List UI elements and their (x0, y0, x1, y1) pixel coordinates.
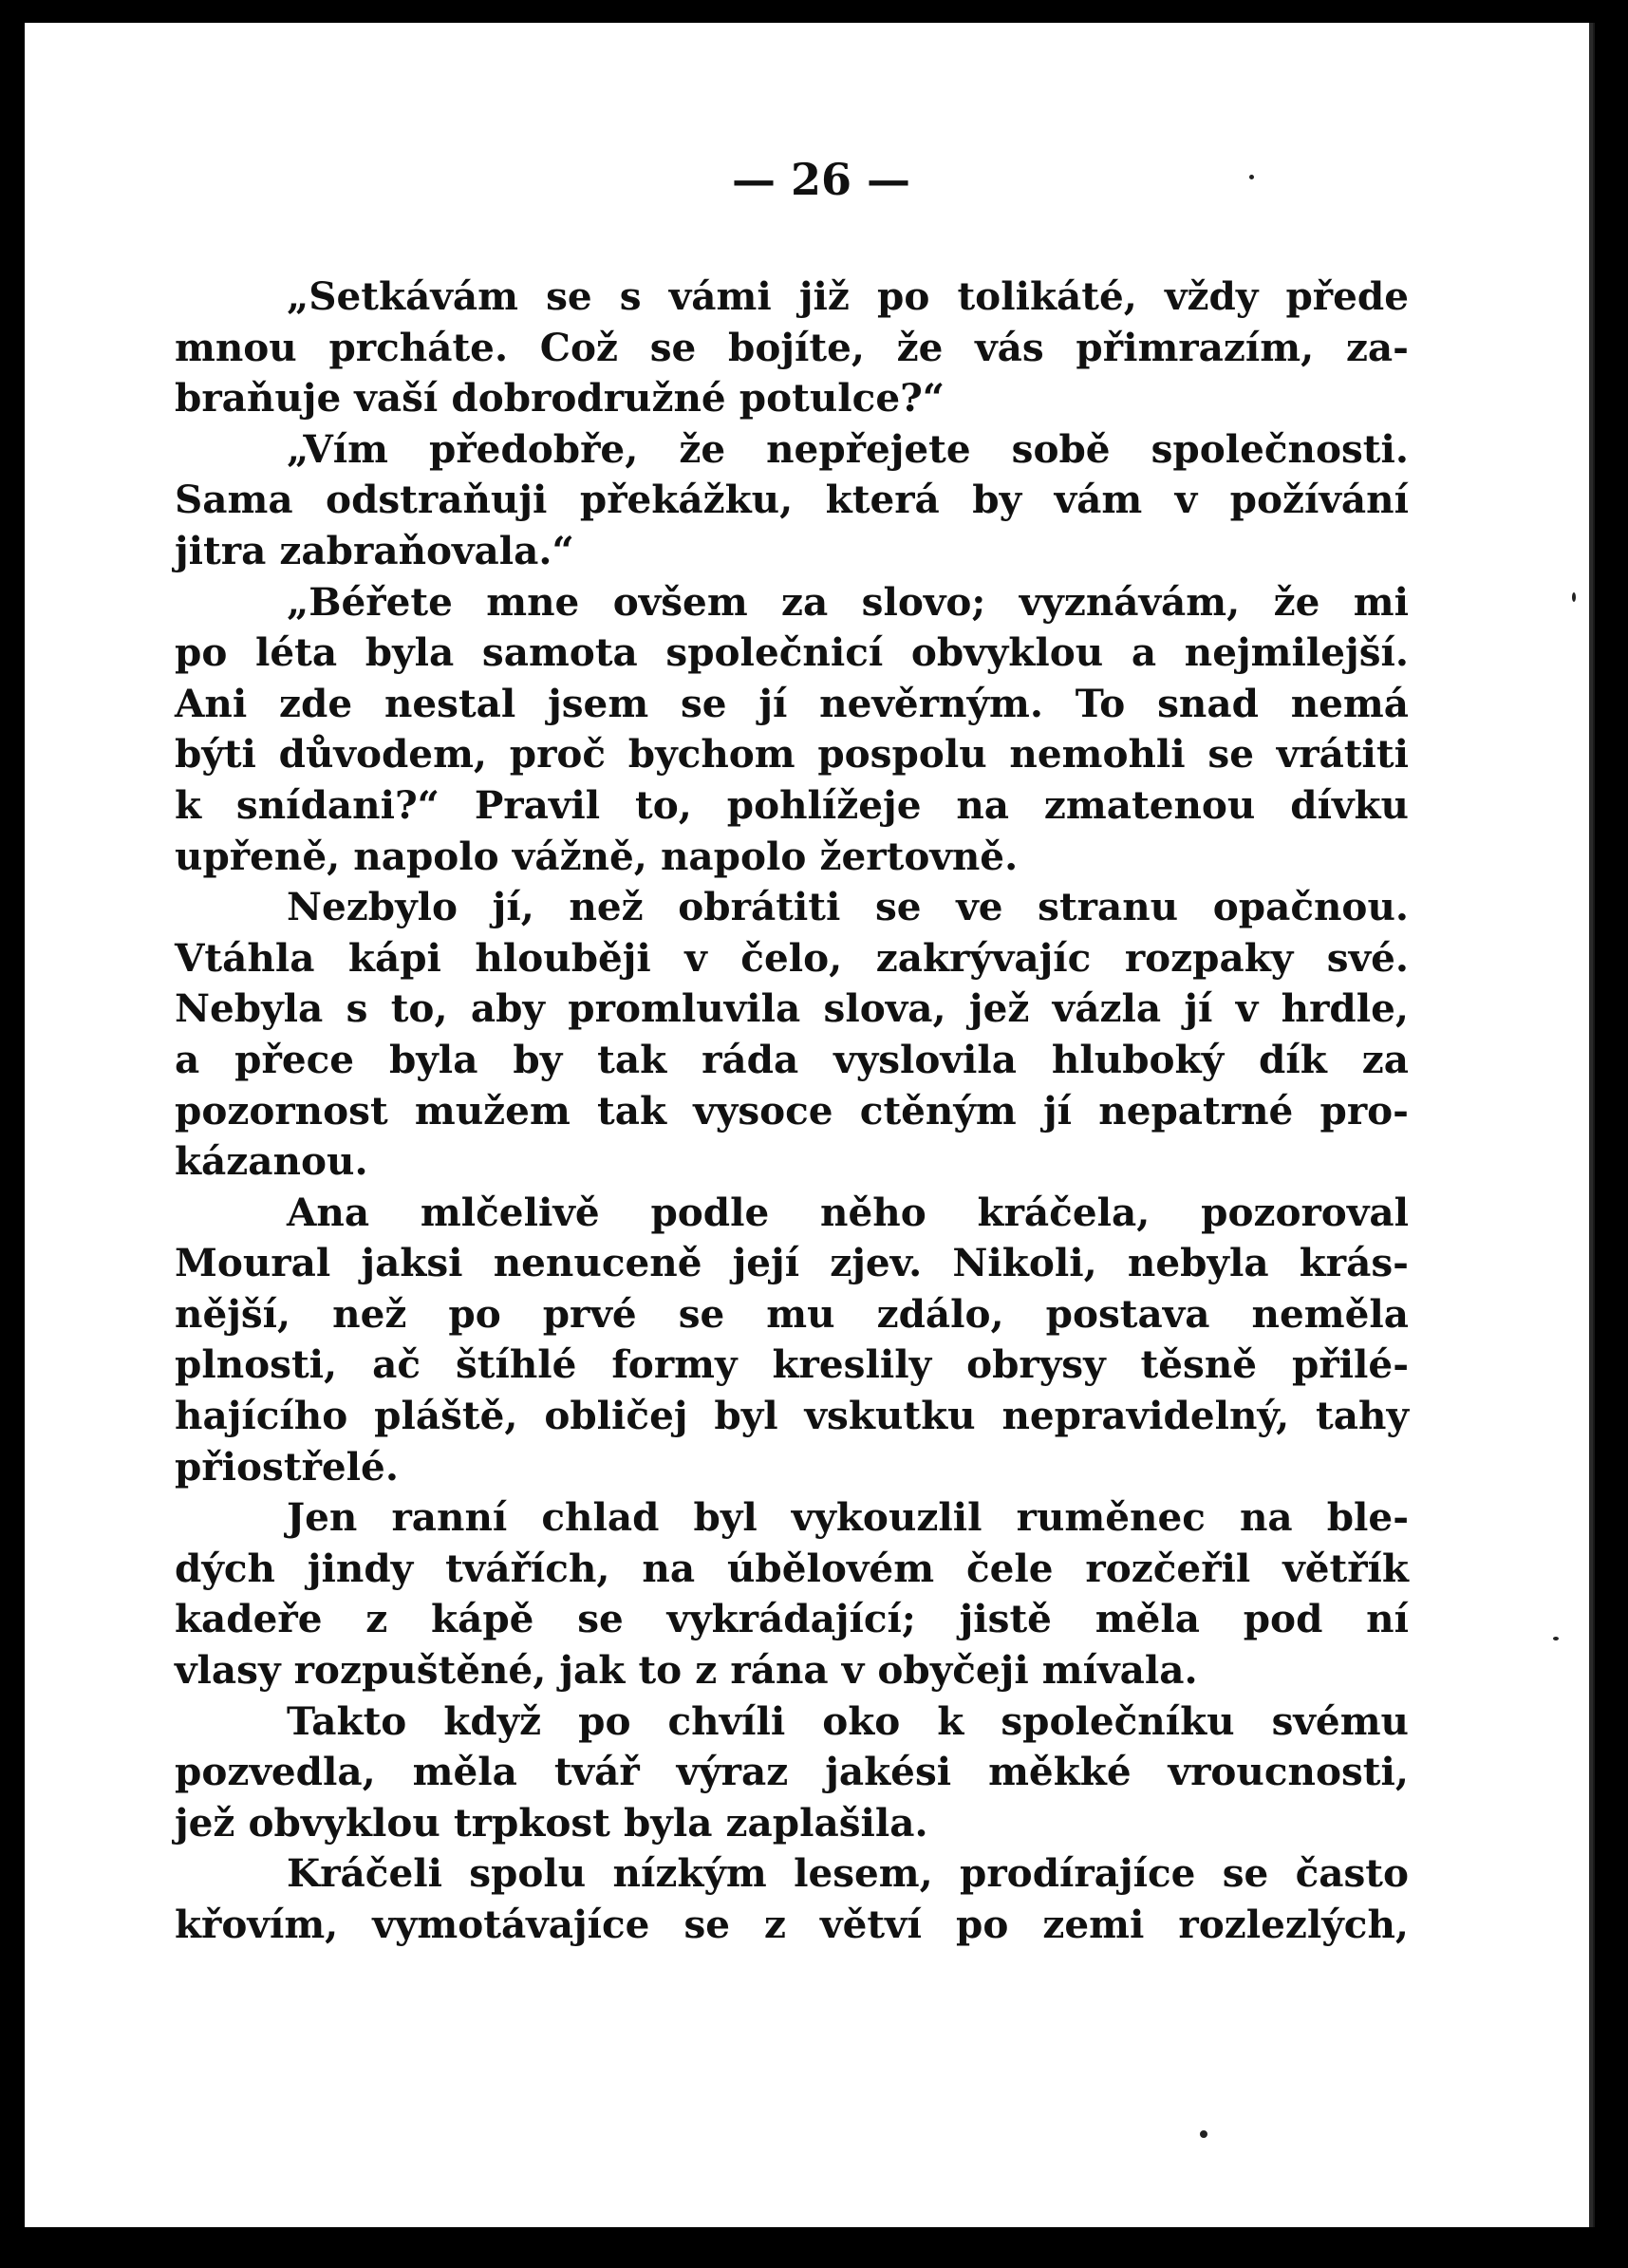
ink-speck (1249, 175, 1254, 179)
text-line: Nezbylo jí, než obrátiti se ve stranu opačnou. (287, 884, 1409, 930)
text-line: hajícího pláště, obličej byl vskutku nepravidelný, tahy (175, 1393, 1409, 1439)
text-line: přiostřelé. (175, 1443, 399, 1490)
text-line: Takto když po chvíli oko k společníku svému (287, 1697, 1409, 1744)
text-line: Moural jaksi nenuceně její zjev. Nikoli, nebyla krás- (175, 1240, 1409, 1286)
ink-speck (1572, 592, 1576, 602)
text-line: nější, než po prvé se mu zdálo, postava neměla (175, 1290, 1409, 1337)
text-line: plnosti, ač štíhlé formy kreslily obrysy těsně přilé- (175, 1341, 1409, 1388)
text-line: dých jindy tvářích, na úbělovém čele rozčeřil větřík (175, 1545, 1409, 1591)
text-line: mnou prcháte. Což se bojíte, že vás přimrazím, za- (175, 324, 1409, 370)
text-line: k snídani?“ Pravil to, pohlížeje na zmatenou dívku (175, 781, 1409, 828)
ink-speck (1553, 1637, 1559, 1640)
text-line: kázanou. (175, 1138, 368, 1185)
text-line: pozvedla, měla tvář výraz jakési měkké vroucnosti, (175, 1749, 1409, 1795)
text-line: Sama odstraňuji překážku, která by vám v požívání (175, 477, 1409, 523)
text-line: Vtáhla kápi hlouběji v čelo, zakrývajíc rozpaky své. (175, 934, 1409, 981)
text-line: vlasy rozpuštěné, jak to z rána v obyčeji mívala. (175, 1647, 1198, 1694)
text-line: braňuje vaší dobrodružné potulce?“ (175, 375, 945, 422)
body-text (175, 272, 1409, 1951)
text-line: „Setkávám se s vámi již po tolikáté, vždy přede (287, 273, 1409, 319)
text-line: a přece byla by tak ráda vyslovila hluboký dík za (175, 1036, 1409, 1082)
text-line: jež obvyklou trpkost byla zaplašila. (175, 1799, 928, 1846)
page-number: — 26 — (731, 154, 911, 205)
text-line: křovím, vymotávajíce se z větví po zemi rozlezlých, (175, 1902, 1409, 1947)
text-line: upřeně, napolo vážně, napolo žertovně. (175, 833, 1019, 879)
paper-sheet (25, 23, 1595, 2227)
text-line: „Vím předobře, že nepřejete sobě společnosti. (287, 425, 1409, 472)
text-line: po léta byla samota společnicí obvyklou a nejmilejší. (175, 629, 1409, 676)
text-line: Kráčeli spolu nízkým lesem, prodírajíce se často (287, 1850, 1409, 1897)
text-line: Ana mlčelivě podle něho kráčela, pozoroval (287, 1189, 1409, 1235)
ink-speck (1200, 2130, 1207, 2138)
text-line: Nebyla s to, aby promluvila slova, jež vázla jí v hrdle, (175, 985, 1409, 1032)
text-line: „Béřete mne ovšem za slovo; vyznávám, že mi (287, 578, 1409, 625)
text-line: Ani zde nestal jsem se jí nevěrným. To snad nemá (175, 680, 1409, 726)
text-line: pozornost mužem tak vysoce ctěným jí nepatrné pro- (175, 1087, 1409, 1134)
text-line: Jen ranní chlad byl vykouzlil ruměnec na ble- (287, 1494, 1409, 1541)
text-line: jitra zabraňovala.“ (175, 527, 574, 573)
page-edge (1589, 23, 1593, 2227)
text-line: kadeře z kápě se vykrádající; jistě měla pod ní (175, 1596, 1409, 1642)
text-line: býti důvodem, proč bychom pospolu nemohli se vrátiti (175, 731, 1409, 778)
